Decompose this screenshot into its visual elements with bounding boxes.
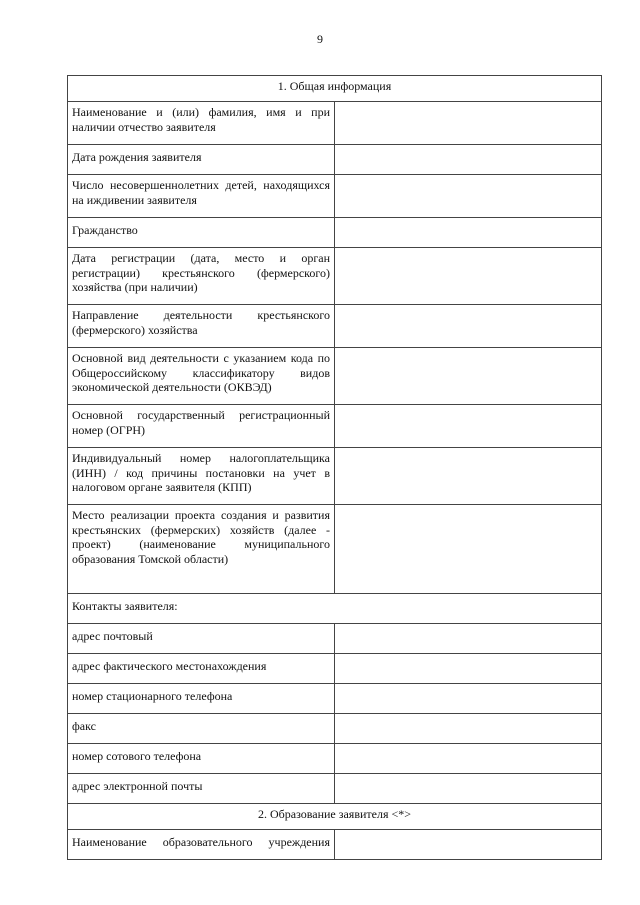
section-title-education: 2. Образование заявителя <*> <box>68 804 602 830</box>
field-value-inn-kpp[interactable] <box>335 448 602 505</box>
field-label-activity-direction: Направление деятельности крестьянского (фермерского) хозяйства <box>68 305 335 348</box>
field-label-inn-kpp: Индивидуальный номер налогоплательщика (ИНН) / код причины постановки на учет в налоговом органе заявителя (КПП) <box>68 448 335 505</box>
field-value-main-activity-okved[interactable] <box>335 348 602 405</box>
table-row <box>68 594 602 624</box>
section-header-row <box>68 804 602 830</box>
table-row <box>68 305 602 348</box>
field-label-main-activity-okved: Основной вид деятельности с указанием кода по Общероссийскому классификатору видов экономической деятельности (ОКВЭД) <box>68 348 335 405</box>
field-value-actual-address[interactable] <box>335 654 602 684</box>
applicant-info-table <box>67 75 602 860</box>
field-label-education-institution: Наименование образовательного учреждения <box>68 830 335 860</box>
field-value-citizenship[interactable] <box>335 218 602 248</box>
field-label-citizenship: Гражданство <box>68 218 335 248</box>
table-row <box>68 774 602 804</box>
field-value-children-count[interactable] <box>335 175 602 218</box>
field-label-mobile-phone: номер сотового телефона <box>68 744 335 774</box>
field-value-education-institution[interactable] <box>335 830 602 860</box>
table-row <box>68 448 602 505</box>
field-value-activity-direction[interactable] <box>335 305 602 348</box>
section-header-row <box>68 76 602 102</box>
field-value-project-location[interactable] <box>335 505 602 594</box>
table-row <box>68 714 602 744</box>
field-label-actual-address: адрес фактического местонахождения <box>68 654 335 684</box>
table-row <box>68 218 602 248</box>
field-label-landline-phone: номер стационарного телефона <box>68 684 335 714</box>
field-value-email[interactable] <box>335 774 602 804</box>
table-row <box>68 654 602 684</box>
table-row <box>68 248 602 305</box>
field-value-ogrn[interactable] <box>335 405 602 448</box>
field-label-email: адрес электронной почты <box>68 774 335 804</box>
table-row <box>68 348 602 405</box>
table-row <box>68 405 602 448</box>
field-value-birth-date[interactable] <box>335 145 602 175</box>
field-label-children-count: Число несовершеннолетних детей, находящихся на иждивении заявителя <box>68 175 335 218</box>
table-row <box>68 830 602 860</box>
field-label-applicant-name: Наименование и (или) фамилия, имя и при наличии отчество заявителя <box>68 102 335 145</box>
field-label-postal-address: адрес почтовый <box>68 624 335 654</box>
field-label-contacts: Контакты заявителя: <box>68 594 602 624</box>
field-label-project-location: Место реализации проекта создания и развития крестьянских (фермерских) хозяйств (далее - проект) (наименование муниципального образования Томской области) <box>68 505 335 594</box>
table-row <box>68 684 602 714</box>
field-value-applicant-name[interactable] <box>335 102 602 145</box>
table-row <box>68 102 602 145</box>
field-value-postal-address[interactable] <box>335 624 602 654</box>
field-value-landline-phone[interactable] <box>335 684 602 714</box>
table-row <box>68 505 602 594</box>
field-value-mobile-phone[interactable] <box>335 744 602 774</box>
table-row <box>68 145 602 175</box>
field-value-registration-date[interactable] <box>335 248 602 305</box>
table-row <box>68 624 602 654</box>
field-label-registration-date: Дата регистрации (дата, место и орган регистрации) крестьянского (фермерского) хозяйства (при наличии) <box>68 248 335 305</box>
field-label-fax: факс <box>68 714 335 744</box>
table-row <box>68 744 602 774</box>
page-number: 9 <box>317 32 323 46</box>
field-label-ogrn: Основной государственный регистрационный номер (ОГРН) <box>68 405 335 448</box>
field-label-birth-date: Дата рождения заявителя <box>68 145 335 175</box>
table-row <box>68 175 602 218</box>
section-title-general-info: 1. Общая информация <box>68 76 602 102</box>
field-value-fax[interactable] <box>335 714 602 744</box>
